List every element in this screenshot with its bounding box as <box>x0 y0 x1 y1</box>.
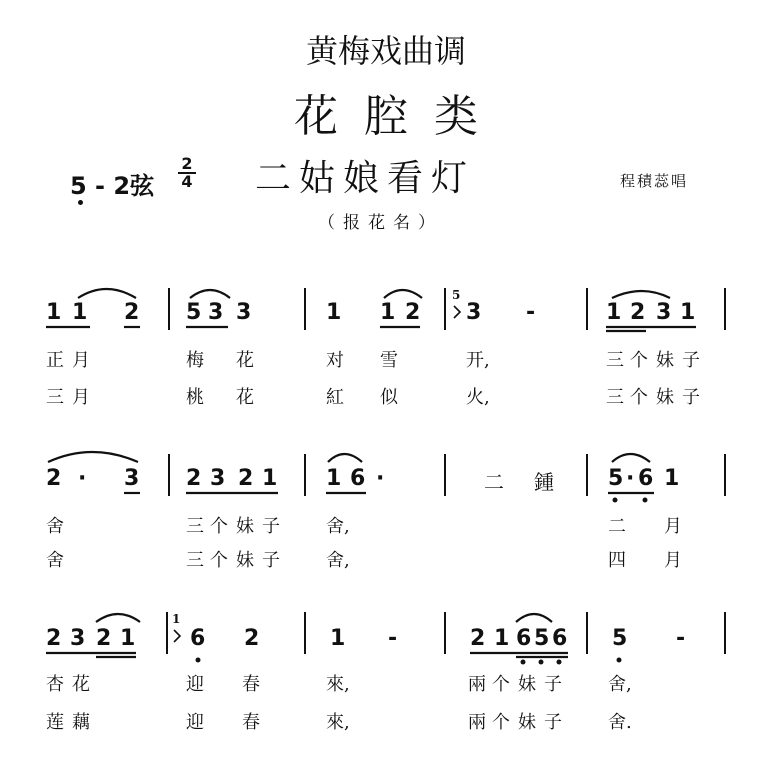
score-genre: 黄梅戏曲调 <box>305 32 466 70</box>
slur <box>96 614 140 622</box>
lyric: 三 <box>46 387 64 408</box>
note: 2 <box>46 626 62 651</box>
note: 2 <box>96 626 112 651</box>
lyric: 妹 <box>236 550 254 571</box>
lyric: 雪 <box>380 350 398 371</box>
note: 5 <box>612 626 628 651</box>
note: 1 <box>494 626 510 651</box>
beams <box>46 327 696 657</box>
lyric: 个 <box>630 387 648 408</box>
note: 6 <box>190 626 206 651</box>
lyric: 妹 <box>656 350 674 371</box>
lyric: 个 <box>492 674 510 695</box>
note: 5 <box>534 626 550 651</box>
lyric: 子 <box>262 550 280 571</box>
note: 3 <box>208 300 224 325</box>
note: 2 <box>238 466 254 491</box>
low-octave-dot <box>557 660 562 665</box>
singer-credit: 程積蕊唱 <box>620 172 689 190</box>
lyric: 春 <box>242 712 260 733</box>
low-octave-dot <box>613 498 618 503</box>
note: 1 <box>120 626 136 651</box>
note: 5 <box>186 300 202 325</box>
lyric: 正 <box>46 350 64 371</box>
slur <box>612 291 670 298</box>
slur <box>516 614 552 622</box>
lyric: 來, <box>326 674 350 695</box>
slur <box>612 454 650 462</box>
note: 3 <box>236 300 252 325</box>
song-subtitle: （报花名） <box>318 213 443 233</box>
note: 2 <box>470 626 486 651</box>
note: 3 <box>210 466 226 491</box>
lyric: 月 <box>664 516 682 537</box>
grace-note: 1 <box>172 612 181 626</box>
slurs <box>48 289 670 622</box>
lyric: 个 <box>492 712 510 733</box>
note: 6 <box>638 466 654 491</box>
sustain-dash: - <box>676 626 686 651</box>
dotted-rhythm: · <box>626 466 635 491</box>
key-signature: 5 - 2弦 <box>70 172 155 200</box>
lyric: 对 <box>326 350 344 371</box>
lyric: 开, <box>466 350 490 371</box>
note: 6 <box>552 626 568 651</box>
low-octave-dot <box>196 658 201 663</box>
lyric: 妹 <box>518 712 536 733</box>
score-category: 花腔类 <box>294 91 504 142</box>
lyric: 火, <box>466 387 490 408</box>
lyric: 來, <box>326 712 350 733</box>
lyric: 子 <box>262 516 280 537</box>
lyric: 月 <box>664 550 682 571</box>
note: 1 <box>262 466 278 491</box>
note: 2 <box>405 300 421 325</box>
lyric: 舍, <box>608 674 632 695</box>
note: 1 <box>326 300 342 325</box>
lyric: 三 <box>186 550 204 571</box>
slur <box>48 452 138 462</box>
lyric: 三 <box>606 350 624 371</box>
lyric: 子 <box>544 712 562 733</box>
note: 1 <box>664 466 680 491</box>
note: 1 <box>680 300 696 325</box>
lyric: 个 <box>210 516 228 537</box>
lyric: 梅 <box>186 350 204 371</box>
note: 3 <box>70 626 86 651</box>
low-octave-dot <box>617 658 622 663</box>
note: 1 <box>72 300 88 325</box>
note: 2 <box>124 300 140 325</box>
lyric: 月 <box>72 350 90 371</box>
low-octave-dot <box>643 498 648 503</box>
lyric: 舍. <box>608 712 632 733</box>
note: 3 <box>466 300 482 325</box>
dotted-rhythm: · <box>376 466 385 491</box>
low-octave-dot <box>539 660 544 665</box>
note: 2 <box>186 466 202 491</box>
lyric: 兩 <box>468 674 486 695</box>
note: 3 <box>124 466 140 491</box>
lyric: 二 <box>608 516 626 537</box>
note: 6 <box>350 466 366 491</box>
note: 2 <box>630 300 646 325</box>
lyric: 妹 <box>656 387 674 408</box>
lyric: 月 <box>72 387 90 408</box>
note: 3 <box>656 300 672 325</box>
low-octave-dot <box>521 660 526 665</box>
lyric: 似 <box>380 387 398 408</box>
lyric: 花 <box>236 387 254 408</box>
lyric: 紅 <box>326 387 344 408</box>
lyric: 迎 <box>186 712 204 733</box>
slur <box>190 290 230 298</box>
lyric: 兩 <box>468 712 486 733</box>
lyric: 迎 <box>186 674 204 695</box>
lyric: 杏 <box>46 674 64 695</box>
note: 1 <box>606 300 622 325</box>
lyric: 妹 <box>236 516 254 537</box>
lyric: 舍, <box>326 550 350 571</box>
lyric: 个 <box>210 550 228 571</box>
sustain-dash: - <box>526 300 536 325</box>
note: 5 <box>608 466 624 491</box>
lyric: 舍, <box>326 516 350 537</box>
grace-note: 5 <box>452 288 461 302</box>
lyric: 莲 <box>46 712 64 733</box>
lyric: 舍 <box>46 550 64 571</box>
lyric: 个 <box>630 350 648 371</box>
lyric: 四 <box>608 550 626 571</box>
interlude-marking: 鍾 <box>534 470 554 494</box>
lyric: 三 <box>606 387 624 408</box>
lyric: 三 <box>186 516 204 537</box>
time-signature-bottom: 4 <box>181 172 193 191</box>
lyric: 花 <box>236 350 254 371</box>
slur <box>384 290 422 298</box>
note: 2 <box>46 466 62 491</box>
lyric: 舍 <box>46 516 64 537</box>
note: 1 <box>380 300 396 325</box>
slur <box>78 289 136 298</box>
grace-hook <box>454 306 460 318</box>
slur <box>328 454 362 462</box>
note: 1 <box>326 466 342 491</box>
song-title: 二姑娘看灯 <box>255 158 476 199</box>
grace-hooks <box>174 306 460 642</box>
lyric: 藕 <box>72 712 90 733</box>
octave-dots <box>196 498 648 665</box>
note: 1 <box>330 626 346 651</box>
lyric: 桃 <box>186 387 204 408</box>
lyric: 子 <box>682 350 700 371</box>
lyric: 子 <box>544 674 562 695</box>
dotted-rhythm: · <box>78 466 87 491</box>
time-signature-top: 2 <box>178 156 196 174</box>
note: 2 <box>244 626 260 651</box>
grace-hook <box>174 630 180 642</box>
sustain-dash: - <box>388 626 398 651</box>
lyric: 春 <box>242 674 260 695</box>
note: 6 <box>516 626 532 651</box>
interlude-marking: 二 <box>484 470 504 494</box>
lyric: 花 <box>72 674 90 695</box>
lyric: 妹 <box>518 674 536 695</box>
lyric: 子 <box>682 387 700 408</box>
note: 1 <box>46 300 62 325</box>
